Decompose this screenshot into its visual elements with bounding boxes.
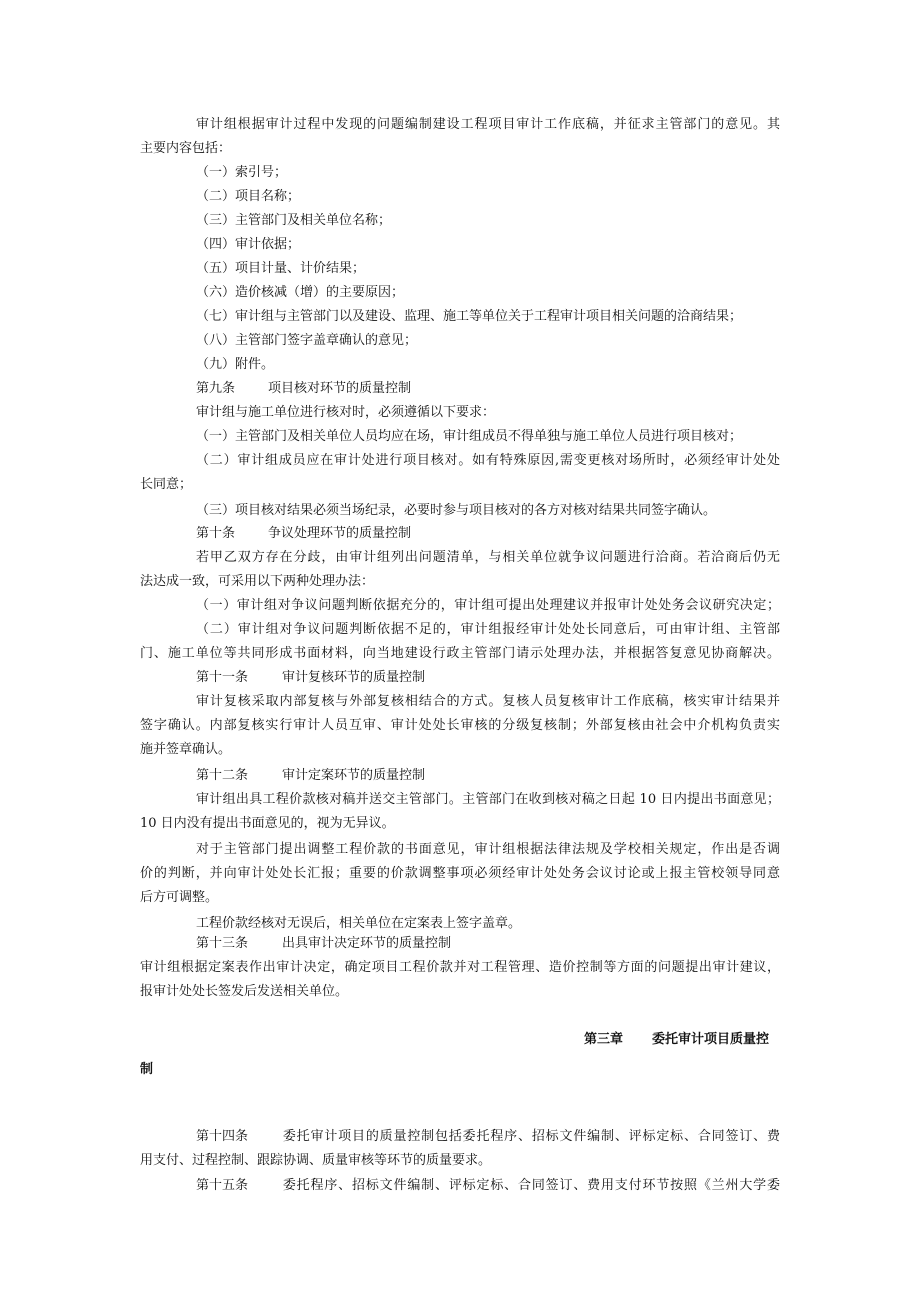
article-text: 委托程序、招标文件编制、评标定标、合同签订、费用支付环节按照《兰州大学委 (282, 1178, 780, 1193)
intro-paragraph (140, 113, 780, 161)
article-title: 审计复核环节的质量控制 (282, 670, 426, 685)
text-line: 审计复核采取内部复核与外部复核相结合的方式。复核人员复核审计工作底稿，核实审计结果并 (196, 694, 780, 709)
text-line: 10 日内没有提出书面意见的，视为无异议。 (140, 816, 395, 831)
chapter-heading (584, 1028, 769, 1052)
article-heading (140, 932, 780, 956)
article-paragraph (140, 1174, 780, 1198)
article-paragraph (140, 1125, 780, 1149)
article-14 (140, 1125, 780, 1173)
list-item: （二）审计组对争议问题判断依据不足的，审计组报经审计处处长同意后，可由审计组、主管部 (196, 622, 780, 637)
text-line: 签字确认。内部复核实行审计人员互审、审计处处长审核的分级复核制；外部复核由社会中介机构负责实 (140, 718, 780, 733)
article-title: 项目核对环节的质量控制 (268, 381, 412, 396)
text-line: 对于主管部门提出调整工程价款的书面意见，审计组根据法律法规及学校相关规定，作出是否调 (196, 842, 780, 857)
text-line: 审计组根据定案表作出审计决定，确定项目工程价款并对工程管理、造价控制等方面的问题提出审计建议， (140, 960, 780, 975)
list-item: （二）项目名称； (196, 189, 301, 204)
article-text: 委托审计项目的质量控制包括委托程序、招标文件编制、评标定标、合同签订、费 (282, 1129, 780, 1144)
article-number: 第九条 (196, 381, 236, 396)
text-line: 报审计处处长签发后发送相关单位。 (140, 984, 349, 999)
article-9 (140, 377, 780, 523)
article-number: 第十条 (196, 526, 236, 541)
text-line: 若甲乙双方存在分歧，由审计组列出问题清单，与相关单位就争议问题进行洽商。若洽商后仍无 (196, 550, 780, 565)
article-10 (140, 522, 780, 666)
article-title: 出具审计决定环节的质量控制 (282, 936, 452, 951)
chapter-title: 委托审计项目质量控 (652, 1032, 770, 1047)
article-title: 审计定案环节的质量控制 (282, 768, 426, 783)
text-line: 工程价款经核对无误后，相关单位在定案表上签字盖章。 (196, 916, 522, 931)
list-item: （七）审计组与主管部门以及建设、监理、施工等单位关于工程审计项目相关问题的洽商结果； (196, 309, 743, 324)
list-item: （一）索引号； (196, 165, 288, 180)
article-13 (140, 932, 780, 1004)
text-line: 审计组与施工单位进行核对时，必须遵循以下要求： (196, 405, 496, 420)
article-title: 争议处理环节的质量控制 (268, 526, 412, 541)
article-number: 第十三条 (196, 936, 249, 951)
article-number: 第十一条 (196, 670, 249, 685)
article-12 (140, 764, 780, 936)
list-item: （一）审计组对争议问题判断依据充分的，审计组可提出处理建议并报审计处处务会议研究决定； (196, 598, 780, 613)
chapter-heading-continued: 制 (140, 1062, 154, 1077)
list-item: （八）主管部门签字盖章确认的意见； (196, 333, 418, 348)
text-line: 价的判断，并向审计处处长汇报；重要的价款调整事项必须经审计处处务会议讨论或上报主管校领导同意 (140, 866, 780, 881)
list-item: （二）审计组成员应在审计处进行项目核对。如有特殊原因,需变更核对场所时，必须经审计处处 (196, 453, 780, 468)
text-line: 审计组根据审计过程中发现的问题编制建设工程项目审计工作底稿，并征求主管部门的意见。其 (196, 117, 780, 132)
text-line: 用支付、过程控制、跟踪协调、质量审核等环节的质量要求。 (140, 1153, 492, 1168)
chapter-number: 第三章 (584, 1032, 624, 1047)
article-heading (140, 666, 780, 690)
list-item: （六）造价核减（增）的主要原因； (196, 285, 405, 300)
list-item: （五）项目计量、计价结果； (196, 261, 366, 276)
article-heading (140, 522, 780, 546)
article-15 (140, 1174, 780, 1198)
list-item: （四）审计依据； (196, 237, 301, 252)
text-line: 审计组出具工程价款核对稿并送交主管部门。主管部门在收到核对稿之日起 10 日内提出书面意见； (196, 792, 780, 807)
text-line: 后方可调整。 (140, 890, 219, 905)
article-heading (140, 764, 780, 788)
text-line: 门、施工单位等共同形成书面材料，向当地建设行政主管部门请示处理办法，并根据答复意见协商解决。 (140, 646, 780, 661)
article-number: 第十二条 (196, 768, 249, 783)
list-item: （九）附件。 (196, 357, 275, 372)
article-heading (140, 377, 780, 401)
contents-list (140, 161, 780, 377)
article-number: 第十五条 (196, 1178, 249, 1193)
article-11 (140, 666, 780, 762)
list-item: （三）项目核对结果必须当场纪录，必要时参与项目核对的各方对核对结果共同签字确认。 (196, 503, 717, 518)
article-number: 第十四条 (196, 1129, 249, 1144)
text-line: 法达成一致，可采用以下两种处理办法： (140, 574, 375, 589)
text-line: 施并签章确认。 (140, 742, 232, 757)
list-item: （一）主管部门及相关单位人员均应在场，审计组成员不得单独与施工单位人员进行项目核对； (196, 429, 743, 444)
list-item: （三）主管部门及相关单位名称； (196, 213, 392, 228)
text-line: 长同意； (140, 477, 193, 492)
text-line: 主要内容包括： (140, 141, 232, 156)
